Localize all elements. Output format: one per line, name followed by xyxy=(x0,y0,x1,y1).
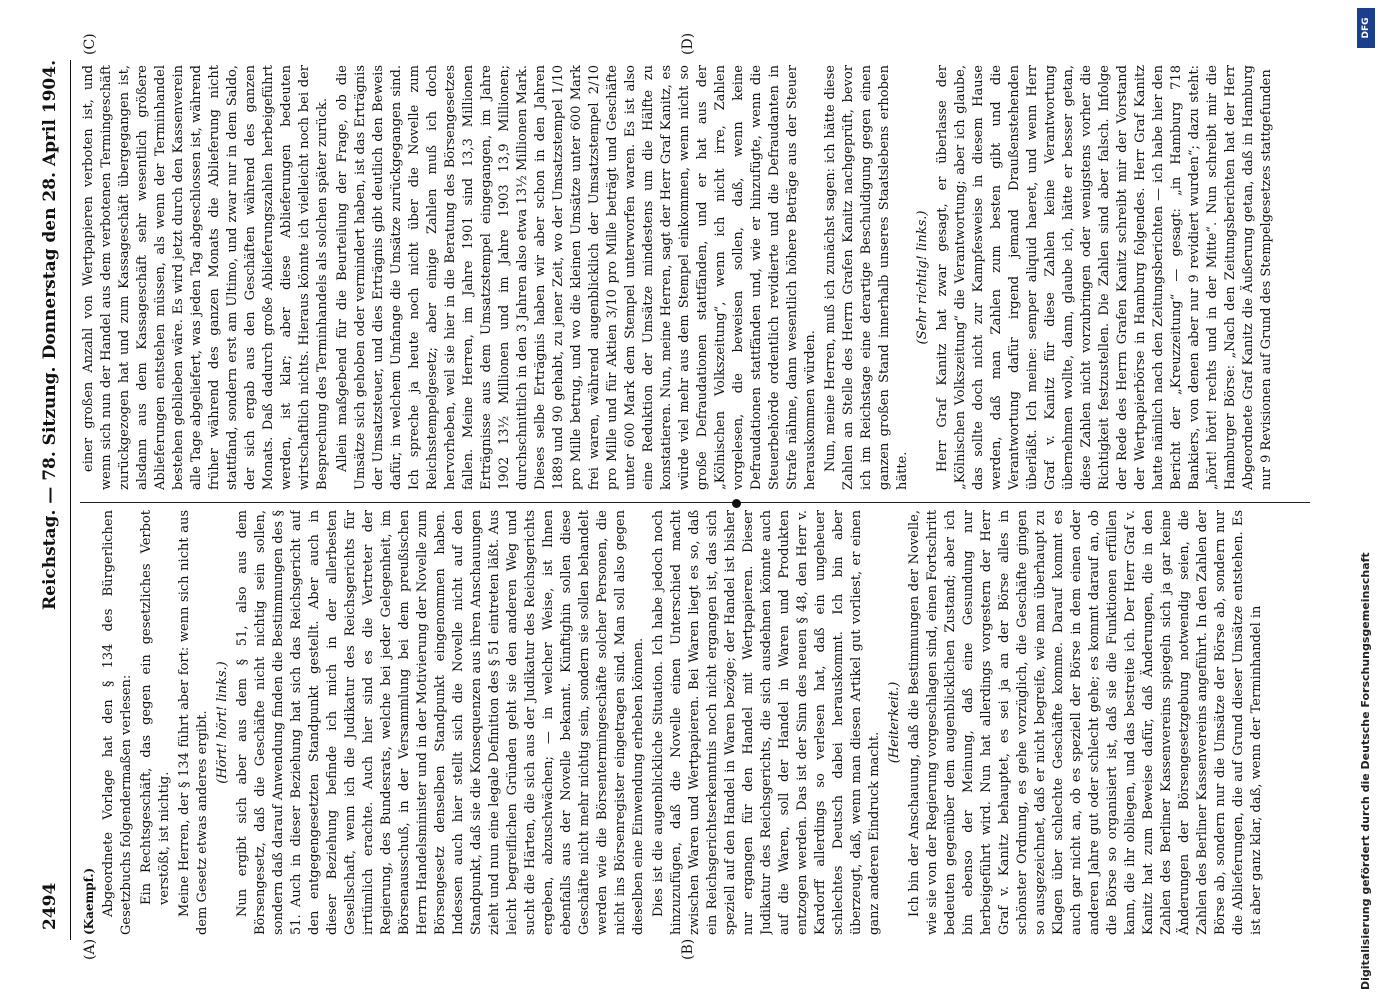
digitization-credit xyxy=(1355,10,1377,990)
interjection: (Heiterkeit.) xyxy=(887,681,902,764)
paragraph: einer großen Anzahl von Wertpapieren verboten ist, und wenn sich nun der Handel aus dem verbotenen Termingeschäft zurückgezogen hat und zum Kassageschäft übergegangen ist, alsdann aus dem Kassageschäft sehr wesentlich größere Ablieferungen entstehen müssen, als wenn der Terminhandel bestehen geblieben wäre. Es wird jetzt durch den Kassenverein alle Tage abgeliefert, was jeden Tag abgeschlossen ist, während früher während des ganzen Monats die Ablieferung nicht stattfand, sondern erst am Ultimo, und zwar nur in dem Saldo, der sich ergab aus den Geschäften während des ganzen Monats. Daß dadurch große Ablieferungszahlen herbeigeführt werden, ist klar; aber diese Ablieferungen bedeuten wirtschaftlich nichts. Hieraus könnte ich vielleicht noch bei der Besprechung des Terminhandels als solchen später zurück. xyxy=(81,65,330,490)
interjection: (Sehr richtig! links.) xyxy=(915,210,930,345)
credit-text: Digitalisierung gefördert durch die Deutsche Forschungsgemeinschaft xyxy=(1359,552,1372,990)
quotation: Ein Rechtsgeschäft, das gegen ein gesetzliches Verbot verstößt, ist nichtig. xyxy=(139,510,172,905)
margin-marker-c: (C) xyxy=(82,33,98,55)
page-number: 2494 xyxy=(40,882,60,930)
paragraph: Allein maßgebend für die Beurteilung der Frage, ob die Umsätze sich gehoben oder vermindert haben, ist das Erträgnis der Umsatzsteuer, und dies Erträgnis gibt deutlich den Beweis dafür, in welchem Umfange die Umsätze zurückgegangen sind. Ich spreche ja heute noch nicht über die Novelle zum Reichsstempelgesetz; aber einige Zahlen muß ich doch hervorheben, weil sie hier in die Beratung des Börsengesetzes fallen. Meine Herren, im Jahre 1901 sind 13,3 Millionen Erträgnisse aus dem Umsatzstempel eingegangen, im Jahre 1902 13½ Millionen und im Jahre 1903 13,9 Millionen; durchschnittlich in den 3 Jahren also etwa 13½ Millionen Mark. Dieses selbe Erträgnis haben wir aber schon in den Jahren 1889 und 90 gehabt, zu jener Zeit, wo der Umsatzstempel 1/10 pro Mille betrug, und wo die kleinen Umsätze unter 600 Mark frei waren, während augenblicklich der Umsatzstempel 2/10 pro Mille und für Aktien 3/10 pro Mille beträgt und Geschäfte unter 600 Mark dem Stempel unterworfen waren. Es ist also eine Reduktion der Umsätze mindestens um die Hälfte zu konstatieren. Nun, meine Herren, sagt der Herr Graf Kanitz, es würde viel mehr aus dem Stempel einkommen, wenn nicht so große Defraudationen stattfänden, und er hat aus der „Kölnischen Volkszeitung“, wenn ich nicht irre, Zahlen vorgelesen, die beweisen sollen, daß, wenn keine Defraudationen stattfänden und, wie er hinzufügte, wenn die Steuerbehörde ordentlich revidierte und die Defraudanten in Strafe nähme, dann wesentlich höhere Beträge aus der Steuer herauskommen würden. xyxy=(335,65,818,490)
left-column xyxy=(80,510,1320,935)
header-rule xyxy=(70,60,71,940)
column-divider xyxy=(80,502,1310,503)
speaker-name: (Kaempf.) xyxy=(82,867,96,935)
paragraph: Nun ergibt sich aber aus dem § 51, also aus dem Börsengesetz, daß die Geschäfte nicht nichtig sein sollen, sondern daß darauf Anwendung finden die Bestimmungen des § 51. Auch in dieser Beziehung hat sich das Reichsgericht auf den entgegengesetzten Standpunkt gestellt. Aber auch in dieser Beziehung befinde ich mich in der allerbesten Gesellschaft, wenn ich die Judikatur des Reichsgerichts für irrtümlich erachte. Auch hier sind es die Vertreter der Regierung, des Bundesrats, welche bei jeder Gelegenheit, im Börsenausschuß, in der Versammlung bei dem preußischen Herrn Handelsminister und in der Motivierung der Novelle zum Börsengesetz denselben Standpunkt eingenommen haben. Indessen auch hier stellt sich die Novelle nicht auf den Standpunkt, daß sie die Konsequenzen aus ihren Anschauungen zieht und nun eine legale Definition des § 51 eintreten läßt. Aus leicht begreiflichen Gründen geht sie den anderen Weg und sucht die Härten, die sich aus der Judikatur des Reichsgerichts ergeben, abzuschwächen; — in welcher Weise, ist Ihnen ebenfalls aus der Novelle bekannt. Künftighin sollen diese Geschäfte nicht mehr nichtig sein, sondern sie sollen behandelt werden wie die Börsentermingeschäfte solcher Personen, die nicht ins Börsenregister eingetragen sind. Man soll also gegen dieselben eine Einwendung erheben können. xyxy=(235,510,646,935)
right-column xyxy=(80,65,1320,490)
paragraph: Herr Graf Kanitz hat zwar gesagt, er überlasse der „Kölnischen Volkszeitung“ die Verantwortung; aber ich glaube, das sollte doch nicht zur Kampfesweise in diesem Hause werden, daß man Zahlen zum besten gibt und die Verantwortung dafür irgend jemand Draußenstehenden überläßt. Ich meine: semper aliquid haeret, und wenn Herr Graf v. Kanitz für diese Zahlen keine Verantwortung übernehmen wollte, dann, glaube ich, hätte er besser getan, diese Zahlen nicht vorzubringen oder wenigstens vorher die Richtigkeit festzustellen. Die Zahlen sind aber falsch. Infolge der Rede des Herrn Grafen Kanitz schreibt mir der Vorstand der Wertpapierbörse in Hamburg folgendes. Herr Graf Kanitz hatte nämlich nach den Zeitungsberichten — ich habe hier den Bericht der „Kreuzzeitung“ — gesagt: „in Hamburg 718 Bankiers, von denen aber nur 9 revidiert wurden“; dazu steht: „hört! hört! rechts und in der Mitte“. Nun schreibt mir die Hamburger Börse: „Nach den Zeitungsberichten hat der Herr Abgeordnete Graf Kanitz die Äußerung getan, daß in Hamburg nur 9 Revisionen auf Grund des Stempelgesetzes stattgefunden xyxy=(935,65,1274,490)
margin-marker-a: (A) xyxy=(82,938,98,960)
dfg-logo-text: DFG xyxy=(1361,17,1371,39)
session-title: Reichstag. — 78. Sitzung. xyxy=(40,366,60,610)
margin-marker-b: (B) xyxy=(680,938,696,960)
bullet-dot xyxy=(732,499,741,508)
dfg-logo xyxy=(1357,8,1375,48)
paragraph: Ich bin der Anschauung, daß die Bestimmungen der Novelle, wie sie von der Regierung vorgeschlagen sind, einen Fortschritt bedeuten gegenüber dem augenblicklichen Zustand; aber ich bin ebenso der Meinung, daß eine Gesundung nur herbeigeführt wird. Nun hat allerdings vorgestern der Herr Graf v. Kanitz behauptet, es sei ja an der Börse alles in schönster Ordnung, es gehe vorzüglich, die Geschäfte gingen so ausgezeichnet, daß er nicht begreife, wie man überhaupt zu Klagen über schlechte Geschäfte komme. Darauf kommt es auch gar nicht an, ob es speziell der Börse in dem einen oder anderen Jahre gut oder schlecht gehe; es kommt darauf an, ob die Börse so organisiert ist, daß sie die Funktionen erfüllen kann, die ihr obliegen, und das bestreite ich. Der Herr Graf v. Kanitz hat zum Beweise dafür, daß Änderungen, die in den Zahlen des Berliner Kassenvereins spiegeln sich ja gar keine Änderungen der Börsengesetzgebung notwendig seien, die Zahlen des Berliner Kassenvereins angeführt. In den Zahlen der Börse ab, sondern nur die Umsätze der Börse ab, sondern nur die Ablieferungen, die auf Grund dieser Umsätze entstehen. Es ist aber ganz klar, daß, wenn der Terminhandel in xyxy=(907,510,1264,935)
margin-marker-d: (D) xyxy=(680,32,696,55)
paragraph: Dies ist die augenblickliche Situation. Ich habe jedoch noch hinzuzufügen, daß die Novelle einen Unterschied macht zwischen Waren und Wertpapieren. Bei Waren liegt es so, daß ein Reichsgerichtserkenntnis noch nicht ergangen ist, das sich speziell auf den Handel in Waren bezöge; der Handel ist bisher nur ergangen für den Handel mit Wertpapieren. Dieser Judikatur des Reichsgerichts, die sich ausdehnen könnte auch auf die Waren, soll der Handel in Waren und Produkten entzogen werden. Das ist der Sinn des neuen § 48, den Herr v. Kardorff allerdings so verlesen hat, daß ein ungeheuer schlechtes Deutsch dabei herauskommt. Ich bin aber überzeugt, daß, wenn man diesen Artikel gut vorliest, er einen ganz anderen Eindruck macht. xyxy=(651,510,882,935)
session-date: Donnerstag den 28. April 1904. xyxy=(40,60,60,360)
paragraph: Nun, meine Herren, muß ich zunächst sagen: ich hätte diese Zahlen an Stelle des Herrn Grafen Kanitz nachgeprüft, bevor ich im Reichstage eine derartige Beschuldigung gegen einen ganzen großen Stand innerhalb unseres Staatslebens erhoben hätte. xyxy=(823,65,910,490)
paragraph: Abgeordnete Vorlage hat den § 134 des Bürgerlichen Gesetzbuchs folgendermaßen verlesen: xyxy=(101,510,134,935)
interjection: (Hört! hört! links.) xyxy=(215,661,230,784)
paragraph: Meine Herren, der § 134 führt aber fort: wenn sich nicht aus dem Gesetz etwas anderes ergibt. xyxy=(177,510,210,935)
page-header xyxy=(40,60,70,940)
